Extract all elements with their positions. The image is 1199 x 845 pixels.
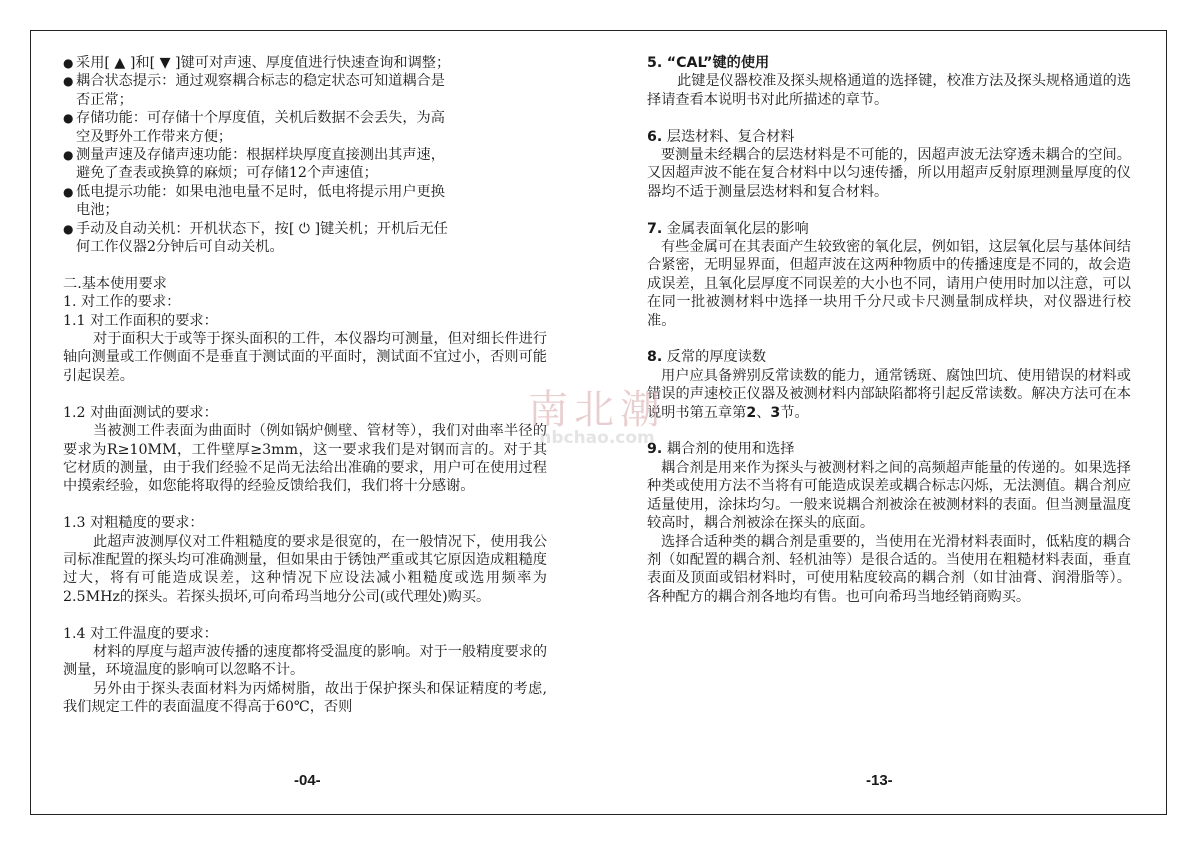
page-number: -04- (294, 772, 321, 789)
paragraph: 选择合适种类的耦合剂是重要的，当使用在光滑材料表面时，低粘度的耦合剂（如配置的耦合剂、轻机油等）是很合适的。当使用在粗糙材料表面，垂直表面及顶面或铝材料时，可使用粘度较高的耦合剂（如甘油膏、润滑脂等）。各种配方的耦合剂各地均有售。也可向希玛当地经销商购买。 (647, 533, 1131, 605)
subsection-title: 1. 对工作的要求： (63, 294, 181, 311)
right-page (647, 54, 1131, 606)
feature-item: ● 手动及自动关机：开机状态下，按[ ⏻ ]键关机；开机后无任 何工作仪器2分钟后可自动关机。 (63, 220, 547, 257)
watermark-url: nbchao.com (539, 428, 655, 448)
paragraph: 有些金属可在其表面产生较致密的氧化层，例如铝，这层氧化层与基体间结合紧密，无明显界面，但超声波在这两种物质中的传播速度是不同的，故会造成误差，且氧化层厚度不同误差的大小也不同，请用户使用时加以注意，可以在同一批被测材料中选择一块用千分尺或卡尺测量制成样块，对仪器进行校准。 (647, 239, 1131, 329)
section-heading: 7. 金属表面氧化层的影响 (647, 220, 809, 237)
feature-item: ● 测量声速及存储声速功能：根据样块厚度直接测出其声速， 避免了查表或换算的麻烦；可存储12个声速值； (63, 146, 547, 183)
feature-item: ● 采用[ ▲ ]和[ ▼ ]键可对声速、厚度值进行快速查询和调整； (63, 54, 547, 72)
paragraph: 另外由于探头表面材料为丙烯树脂，故出于保护探头和保证精度的考虑,我们规定工件的表面温度不得高于60℃，否则 (63, 680, 547, 716)
paragraph: 耦合剂是用来作为探头与被测材料之间的高频超声能量的传递的。如果选择种类或使用方法不当将有可能造成误差或耦合标志闪烁，无法测值。耦合剂应适量使用，涂抹均匀。一般来说耦合剂被涂在被测材料的表面。但当测量温度较高时，耦合剂被涂在探头的底面。 (647, 459, 1131, 532)
feature-item: ● 存储功能：可存储十个厚度值，关机后数据不会丢失，为高 空及野外工作带来方便； (63, 109, 547, 146)
subsection-title: 1.1 对工作面积的要求： (63, 312, 218, 329)
left-page (63, 54, 547, 717)
section-heading: 5. “CAL”键的使用 (647, 55, 770, 71)
section-heading: 8. 反常的厚度读数 (647, 349, 767, 366)
subsection-title: 1.3 对粗糙度的要求： (63, 515, 204, 532)
paragraph: 材料的厚度与超声波传播的速度都将受温度的影响。对于一般精度要求的测量，环境温度的影响可以忽略不计。 (63, 643, 548, 679)
paragraph: 要测量未经耦合的层迭材料是不可能的，因超声波无法穿透未耦合的空间。又因超声波不能在复合材料中以匀速传播，所以用超声反射原理测量厚度的仪器均不适于测量层迭材料和复合材料。 (647, 147, 1131, 200)
paragraph: 当被测工件表面为曲面时（例如锅炉侧壁、管材等），我们对曲率半径的要求为R≥10MM，工件壁厚≥3mm，这一要求我们是对钢而言的。对于其它材质的测量，由于我们经验不足尚无法给出准确的要求，用户可在使用过程中摸索经验，如您能将取得的经验反馈给我们，我们将十分感谢。 (63, 423, 547, 495)
section-heading: 9. 耦合剂的使用和选择 (647, 441, 795, 458)
feature-item: ● 低电提示功能：如果电池电量不足时，低电将提示用户更换 电池； (63, 183, 547, 220)
paragraph: 此超声波测厚仪对工件粗糙度的要求是很宽的，在一般情况下，使用我公司标准配置的探头均可准确测量，但如果由于锈蚀严重或其它原因造成粗糙度过大，将有可能造成误差，这种情况下应设法减小粗糙度或选用频率为2.5MHz的探头。若探头损坏,可向希玛当地分公司(或代理处)购买。 (63, 533, 548, 605)
feature-item: ● 耦合状态提示：通过观察耦合标志的稳定状态可知道耦合是 否正常； (63, 72, 547, 109)
page-number: -13- (866, 772, 893, 789)
section-title: 二.基本使用要求 (63, 275, 167, 292)
watermark-chinese: 南北潮 (528, 387, 666, 433)
subsection-title: 1.2 对曲面测试的要求： (63, 404, 218, 421)
paragraph: 对于面积大于或等于探头面积的工件，本仪器均可测量，但对细长件进行轴向测量或工作侧面不是垂直于测试面的平面时，测试面不宜过小，否则可能引起误差。 (63, 331, 548, 384)
section-heading: 6. 层迭材料、复合材料 (647, 128, 795, 145)
paragraph: 用户应具备辨别反常读数的能力，通常锈斑、腐蚀凹坑、使用错误的材料或错误的声速校正仪器及被测材料内部缺陷都将引起反常读数。解决方法可在本说明书第五章第2、3节。 (647, 367, 1131, 421)
subsection-title: 1.4 对工件温度的要求： (63, 625, 218, 642)
feature-list (63, 54, 547, 256)
paragraph: 此键是仪器校准及探头规格通道的选择键，校准方法及探头规格通道的选择请查看本说明书对此所描述的章节。 (647, 73, 1132, 108)
